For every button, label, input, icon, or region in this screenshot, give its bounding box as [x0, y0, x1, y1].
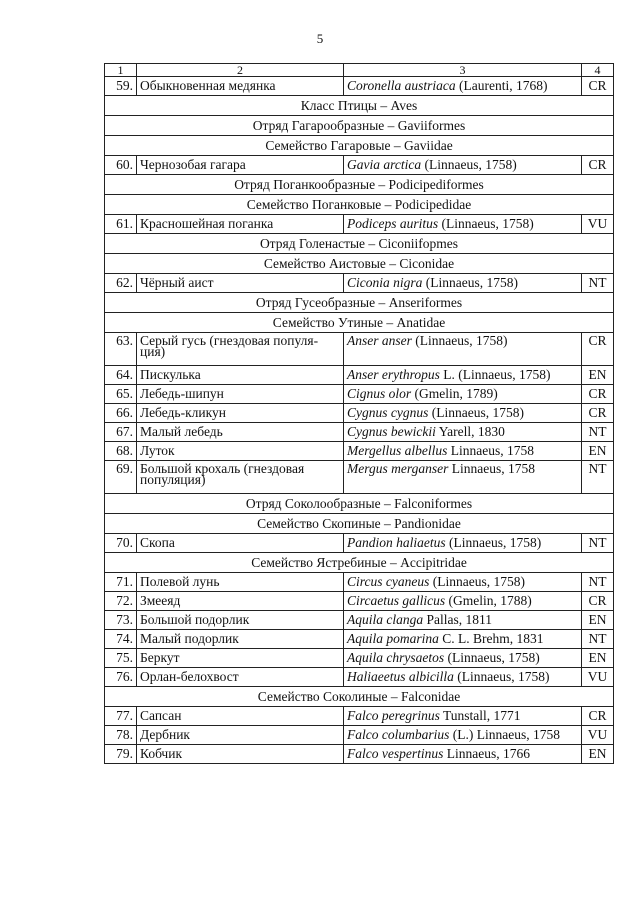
- taxon-heading-row: [105, 313, 614, 333]
- taxon-heading: Семейство Ястребиные – Accipitridae: [105, 553, 614, 573]
- species-number: 76.: [105, 668, 137, 687]
- species-scientific-name: [344, 592, 582, 611]
- species-author: Tunstall, 1771: [439, 708, 521, 723]
- species-number: 71.: [105, 573, 137, 592]
- species-row: [105, 461, 614, 494]
- species-scientific-name: [344, 726, 582, 745]
- species-common-name: Большой подорлик: [137, 611, 344, 630]
- conservation-status: NT: [582, 534, 614, 553]
- species-latin-binomial: Falco peregrinus: [347, 708, 440, 723]
- species-number: 79.: [105, 745, 137, 764]
- species-latin-binomial: Pandion haliaetus: [347, 535, 446, 550]
- conservation-status: EN: [582, 611, 614, 630]
- taxon-heading-row: [105, 254, 614, 274]
- species-scientific-name: [344, 707, 582, 726]
- species-common-name: Орлан-белохвост: [137, 668, 344, 687]
- species-common-name: Змееяд: [137, 592, 344, 611]
- species-number: 64.: [105, 366, 137, 385]
- species-common-name: Полевой лунь: [137, 573, 344, 592]
- taxon-heading: Отряд Гусеобразные – Anseriformes: [105, 293, 614, 313]
- species-latin-binomial: Mergellus albellus: [347, 443, 448, 458]
- species-row: [105, 611, 614, 630]
- conservation-status: CR: [582, 156, 614, 175]
- species-latin-binomial: Aquila pomarina: [347, 631, 439, 646]
- species-author: (Linnaeus, 1758): [422, 275, 518, 290]
- species-scientific-name: [344, 423, 582, 442]
- species-latin-binomial: Aquila chrysaetos: [347, 650, 445, 665]
- species-scientific-name: [344, 385, 582, 404]
- species-latin-binomial: Coronella austriaca: [347, 78, 456, 93]
- species-row: [105, 366, 614, 385]
- species-row: [105, 707, 614, 726]
- species-number: 78.: [105, 726, 137, 745]
- species-row: [105, 385, 614, 404]
- species-number: 63.: [105, 333, 137, 366]
- taxon-heading: Отряд Гагарообразные – Gaviiformes: [105, 116, 614, 136]
- conservation-status: EN: [582, 366, 614, 385]
- species-row: [105, 423, 614, 442]
- species-scientific-name: [344, 77, 582, 96]
- species-common-name: Чёрный аист: [137, 274, 344, 293]
- taxon-heading-row: [105, 494, 614, 514]
- taxon-heading: Семейство Аистовые – Ciconidae: [105, 254, 614, 274]
- column-number-3: 3: [344, 64, 582, 77]
- species-latin-binomial: Cignus olor: [347, 386, 412, 401]
- taxon-heading: Семейство Гагаровые – Gaviidae: [105, 136, 614, 156]
- species-author: L. (Linnaeus, 1758): [439, 367, 551, 382]
- species-number: 65.: [105, 385, 137, 404]
- species-scientific-name: [344, 215, 582, 234]
- conservation-status: VU: [582, 668, 614, 687]
- species-row: [105, 649, 614, 668]
- species-latin-binomial: Falco columbarius: [347, 727, 450, 742]
- species-number: 75.: [105, 649, 137, 668]
- taxon-heading: Отряд Соколообразные – Falconiformes: [105, 494, 614, 514]
- species-author: (Linnaeus, 1758): [444, 650, 540, 665]
- conservation-status: NT: [582, 630, 614, 649]
- species-latin-binomial: Anser erythropus: [347, 367, 440, 382]
- taxon-heading: Семейство Утиные – Anatidae: [105, 313, 614, 333]
- species-scientific-name: [344, 668, 582, 687]
- species-author: (L.) Linnaeus, 1758: [449, 727, 560, 742]
- species-scientific-name: [344, 274, 582, 293]
- species-row: [105, 274, 614, 293]
- species-row: [105, 668, 614, 687]
- species-common-name: Лебедь-кликун: [137, 404, 344, 423]
- conservation-status: VU: [582, 215, 614, 234]
- species-scientific-name: [344, 745, 582, 764]
- species-row: [105, 745, 614, 764]
- species-row: [105, 442, 614, 461]
- species-common-name: Луток: [137, 442, 344, 461]
- column-number-2: 2: [137, 64, 344, 77]
- species-common-name: Беркут: [137, 649, 344, 668]
- taxon-heading: Семейство Поганковые – Podicipedidae: [105, 195, 614, 215]
- species-row: [105, 573, 614, 592]
- species-number: 62.: [105, 274, 137, 293]
- species-common-name: Обыкновенная медянка: [137, 77, 344, 96]
- species-number: 72.: [105, 592, 137, 611]
- taxon-heading-row: [105, 687, 614, 707]
- species-author: (Linnaeus, 1758): [453, 669, 550, 684]
- species-common-name: Красношейная поганка: [137, 215, 344, 234]
- conservation-status: EN: [582, 649, 614, 668]
- species-latin-binomial: Circaetus gallicus: [347, 593, 446, 608]
- conservation-status: CR: [582, 404, 614, 423]
- taxon-heading-row: [105, 136, 614, 156]
- species-row: [105, 534, 614, 553]
- species-author: Linnaeus, 1758: [447, 443, 534, 458]
- conservation-status: CR: [582, 592, 614, 611]
- conservation-status: CR: [582, 385, 614, 404]
- species-common-name: Скопа: [137, 534, 344, 553]
- taxon-heading-row: [105, 175, 614, 195]
- species-common-name: Сапсан: [137, 707, 344, 726]
- taxon-heading: Отряд Голенастые – Ciconiifopmes: [105, 234, 614, 254]
- taxon-heading-row: [105, 293, 614, 313]
- conservation-status: NT: [582, 423, 614, 442]
- species-author: (Linnaeus, 1758): [411, 333, 508, 348]
- species-latin-binomial: Podiceps auritus: [347, 216, 439, 231]
- taxon-heading-row: [105, 553, 614, 573]
- species-common-name: Кобчик: [137, 745, 344, 764]
- species-author: (Linnaeus, 1758): [429, 574, 525, 589]
- species-latin-binomial: Mergus merganser: [347, 461, 449, 476]
- species-latin-binomial: Circus cyaneus: [347, 574, 430, 589]
- species-scientific-name: [344, 649, 582, 668]
- species-scientific-name: [344, 442, 582, 461]
- species-latin-binomial: Falco vespertinus: [347, 746, 444, 761]
- conservation-status: EN: [582, 442, 614, 461]
- conservation-status: NT: [582, 274, 614, 293]
- species-common-name: Пискулька: [137, 366, 344, 385]
- species-author: C. L. Brehm, 1831: [438, 631, 544, 646]
- taxon-heading-row: [105, 195, 614, 215]
- species-table: [104, 63, 614, 764]
- species-scientific-name: [344, 534, 582, 553]
- species-number: 66.: [105, 404, 137, 423]
- column-number-row: [105, 64, 614, 77]
- species-latin-binomial: Cygnus cygnus: [347, 405, 429, 420]
- species-scientific-name: [344, 366, 582, 385]
- species-author: (Gmelin, 1788): [445, 593, 532, 608]
- species-scientific-name: [344, 611, 582, 630]
- species-common-name: Дербник: [137, 726, 344, 745]
- species-number: 69.: [105, 461, 137, 494]
- conservation-status: CR: [582, 77, 614, 96]
- species-number: 67.: [105, 423, 137, 442]
- taxon-heading-row: [105, 514, 614, 534]
- species-common-name: Лебедь-шипун: [137, 385, 344, 404]
- taxon-heading-row: [105, 96, 614, 116]
- species-number: 59.: [105, 77, 137, 96]
- species-scientific-name: [344, 404, 582, 423]
- species-scientific-name: [344, 630, 582, 649]
- species-author: (Linnaeus, 1758): [445, 535, 542, 550]
- species-number: 70.: [105, 534, 137, 553]
- conservation-status: NT: [582, 573, 614, 592]
- species-scientific-name: [344, 461, 582, 494]
- conservation-status: CR: [582, 707, 614, 726]
- conservation-status: CR: [582, 333, 614, 366]
- taxon-heading: Семейство Скопиные – Pandionidae: [105, 514, 614, 534]
- species-latin-binomial: Aquila clanga: [347, 612, 424, 627]
- taxon-heading: Отряд Поганкообразные – Podicipediformes: [105, 175, 614, 195]
- species-row: [105, 77, 614, 96]
- species-common-name: Большой крохаль (гнездовая популяция): [137, 461, 344, 494]
- species-common-name: Малый подорлик: [137, 630, 344, 649]
- column-number-1: 1: [105, 64, 137, 77]
- species-author: (Linnaeus, 1758): [421, 157, 517, 172]
- species-common-name: Малый лебедь: [137, 423, 344, 442]
- species-author: (Gmelin, 1789): [411, 386, 498, 401]
- conservation-status: VU: [582, 726, 614, 745]
- taxon-heading-row: [105, 116, 614, 136]
- species-latin-binomial: Cygnus bewickii: [347, 424, 436, 439]
- species-author: Linnaeus, 1758: [448, 461, 535, 476]
- species-common-name: Серый гусь (гнездовая популя-ция): [137, 333, 344, 366]
- conservation-status: EN: [582, 745, 614, 764]
- species-latin-binomial: Gavia arctica: [347, 157, 422, 172]
- species-table-body: [105, 64, 614, 764]
- species-author: (Linnaeus, 1758): [428, 405, 524, 420]
- species-author: (Laurenti, 1768): [455, 78, 548, 93]
- species-scientific-name: [344, 333, 582, 366]
- species-author: Pallas, 1811: [423, 612, 492, 627]
- species-author: (Linnaeus, 1758): [438, 216, 534, 231]
- species-number: 77.: [105, 707, 137, 726]
- species-row: [105, 404, 614, 423]
- species-latin-binomial: Anser anser: [347, 333, 412, 348]
- species-row: [105, 630, 614, 649]
- species-latin-binomial: Haliaeetus albicilla: [347, 669, 454, 684]
- species-row: [105, 215, 614, 234]
- species-latin-binomial: Ciconia nigra: [347, 275, 423, 290]
- species-number: 73.: [105, 611, 137, 630]
- species-row: [105, 726, 614, 745]
- taxon-heading-row: [105, 234, 614, 254]
- species-row: [105, 592, 614, 611]
- species-number: 60.: [105, 156, 137, 175]
- species-scientific-name: [344, 156, 582, 175]
- page-number: 5: [316, 31, 324, 46]
- species-row: [105, 333, 614, 366]
- conservation-status: NT: [582, 461, 614, 494]
- species-author: Yarell, 1830: [435, 424, 505, 439]
- taxon-heading: Класс Птицы – Aves: [105, 96, 614, 116]
- taxon-heading: Семейство Соколиные – Falconidae: [105, 687, 614, 707]
- species-row: [105, 156, 614, 175]
- species-scientific-name: [344, 573, 582, 592]
- species-number: 61.: [105, 215, 137, 234]
- column-number-4: 4: [582, 64, 614, 77]
- species-common-name: Чернозобая гагара: [137, 156, 344, 175]
- species-number: 68.: [105, 442, 137, 461]
- species-number: 74.: [105, 630, 137, 649]
- species-author: Linnaeus, 1766: [443, 746, 530, 761]
